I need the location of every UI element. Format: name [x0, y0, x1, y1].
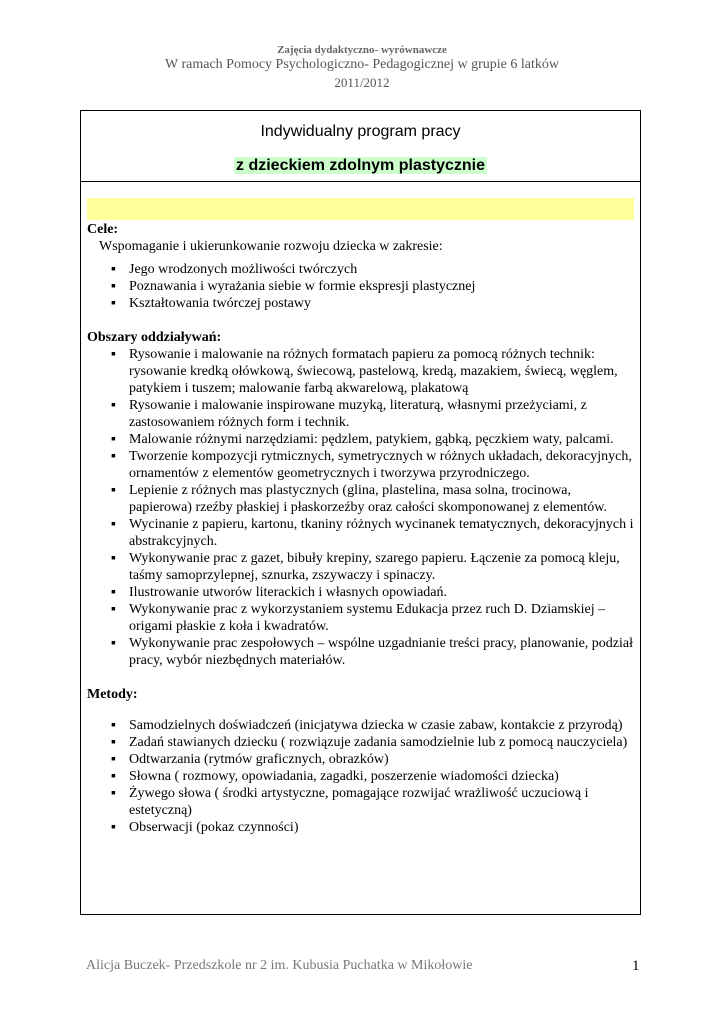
list-item: ▪ Wykonywanie prac z wykorzystaniem systemu Edukacja przez ruch D. Dziamskiej – origami płaskie z koła i kwadratów. — [87, 601, 635, 635]
header-line-1: Zajęcia dydaktyczno- wyrównawcze — [277, 44, 447, 56]
areas-heading: Obszary oddziaływań: — [87, 330, 222, 345]
methods-list — [87, 717, 635, 836]
list-item: ▪ Kształtowania twórczej postawy — [87, 295, 635, 312]
program-content — [87, 221, 635, 836]
program-subtitle-text: z dzieckiem zdolnym plastycznie — [236, 157, 485, 174]
list-item: ▪ Wykonywanie prac zespołowych – wspólne uzgadnianie treści pracy, planowanie, podział pracy, wybór niezbędnych materiałów. — [87, 635, 635, 669]
list-item: ▪ Obserwacji (pokaz czynności) — [87, 819, 635, 836]
highlight-bar — [87, 198, 634, 220]
list-item: ▪ Rysowanie i malowanie na różnych formatach papieru za pomocą różnych technik: rysowanie kredką ołówkową, świecową, pastelową, kredą, mazakiem, świecą, węglem, patykiem i tuszem; malowanie farbą akwarelową, plakatową — [87, 346, 635, 397]
list-item: ▪ Tworzenie kompozycji rytmicznych, symetrycznych w różnych układach, dekoracyjnych, ornamentów z elementów geometrycznych i tworzywa przyrodniczego. — [87, 448, 635, 482]
program-frame — [80, 110, 641, 915]
list-item: ▪ Malowanie różnymi narzędziami: pędzlem, patykiem, gąbką, pęczkiem waty, palcami. — [87, 431, 635, 448]
methods-heading: Metody: — [87, 687, 138, 702]
list-item: ▪ Słowna ( rozmowy, opowiadania, zagadki, poszerzenie wiadomości dziecka) — [87, 768, 635, 785]
list-item: ▪ Wycinanie z papieru, kartonu, tkaniny różnych wycinanek tematycznych, dekoracyjnych i abstrakcyjnych. — [87, 516, 635, 550]
list-item: ▪ Samodzielnych doświadczeń (inicjatywa dziecka w czasie zabaw, kontakcie z przyrodą) — [87, 717, 635, 734]
title-box — [81, 111, 640, 182]
header-school-year: 2011/2012 — [334, 75, 390, 90]
program-title: Indywidualny program pracy — [260, 123, 461, 140]
list-item: ▪ Zadań stawianych dziecku ( rozwiązuje zadania samodzielnie lub z pomocą nauczyciela) — [87, 734, 635, 751]
list-item: ▪ Ilustrowanie utworów literackich i własnych opowiadań. — [87, 584, 635, 601]
list-item: ▪ Lepienie z różnych mas plastycznych (glina, plastelina, masa solna, trocinowa, papierowa) rzeźby płaskiej i płaskorzeźby oraz całości skomponowanej z elementów. — [87, 482, 635, 516]
page-number: 1 — [632, 958, 640, 974]
list-item: ▪ Rysowanie i malowanie inspirowane muzyką, literaturą, własnymi przeżyciami, z zastosowaniem różnych form i technik. — [87, 397, 635, 431]
goals-list — [87, 261, 635, 312]
header-line-2: W ramach Pomocy Psychologiczno- Pedagogicznej w grupie 6 latków — [165, 57, 559, 72]
list-item: ▪ Jego wrodzonych możliwości twórczych — [87, 261, 635, 278]
areas-list — [87, 346, 635, 669]
goals-intro: Wspomaganie i ukierunkowanie rozwoju dziecka w zakresie: — [99, 239, 443, 254]
footer-author: Alicja Buczek- Przedszkole nr 2 im. Kubusia Puchatka w Mikołowie — [86, 958, 473, 973]
list-item: ▪ Żywego słowa ( środki artystyczne, pomagające rozwijać wrażliwość uczuciową i estetyczną) — [87, 785, 635, 819]
list-item: ▪ Wykonywanie prac z gazet, bibuły krepiny, szarego papieru. Łączenie za pomocą kleju, taśmy samoprzylepnej, sznurka, zszywaczy i spinaczy. — [87, 550, 635, 584]
list-item: ▪ Poznawania i wyrażania siebie w formie ekspresji plastycznej — [87, 278, 635, 295]
goals-heading: Cele: — [87, 222, 119, 237]
list-item: ▪ Odtwarzania (rytmów graficznych, obrazków) — [87, 751, 635, 768]
program-subtitle — [81, 157, 640, 175]
